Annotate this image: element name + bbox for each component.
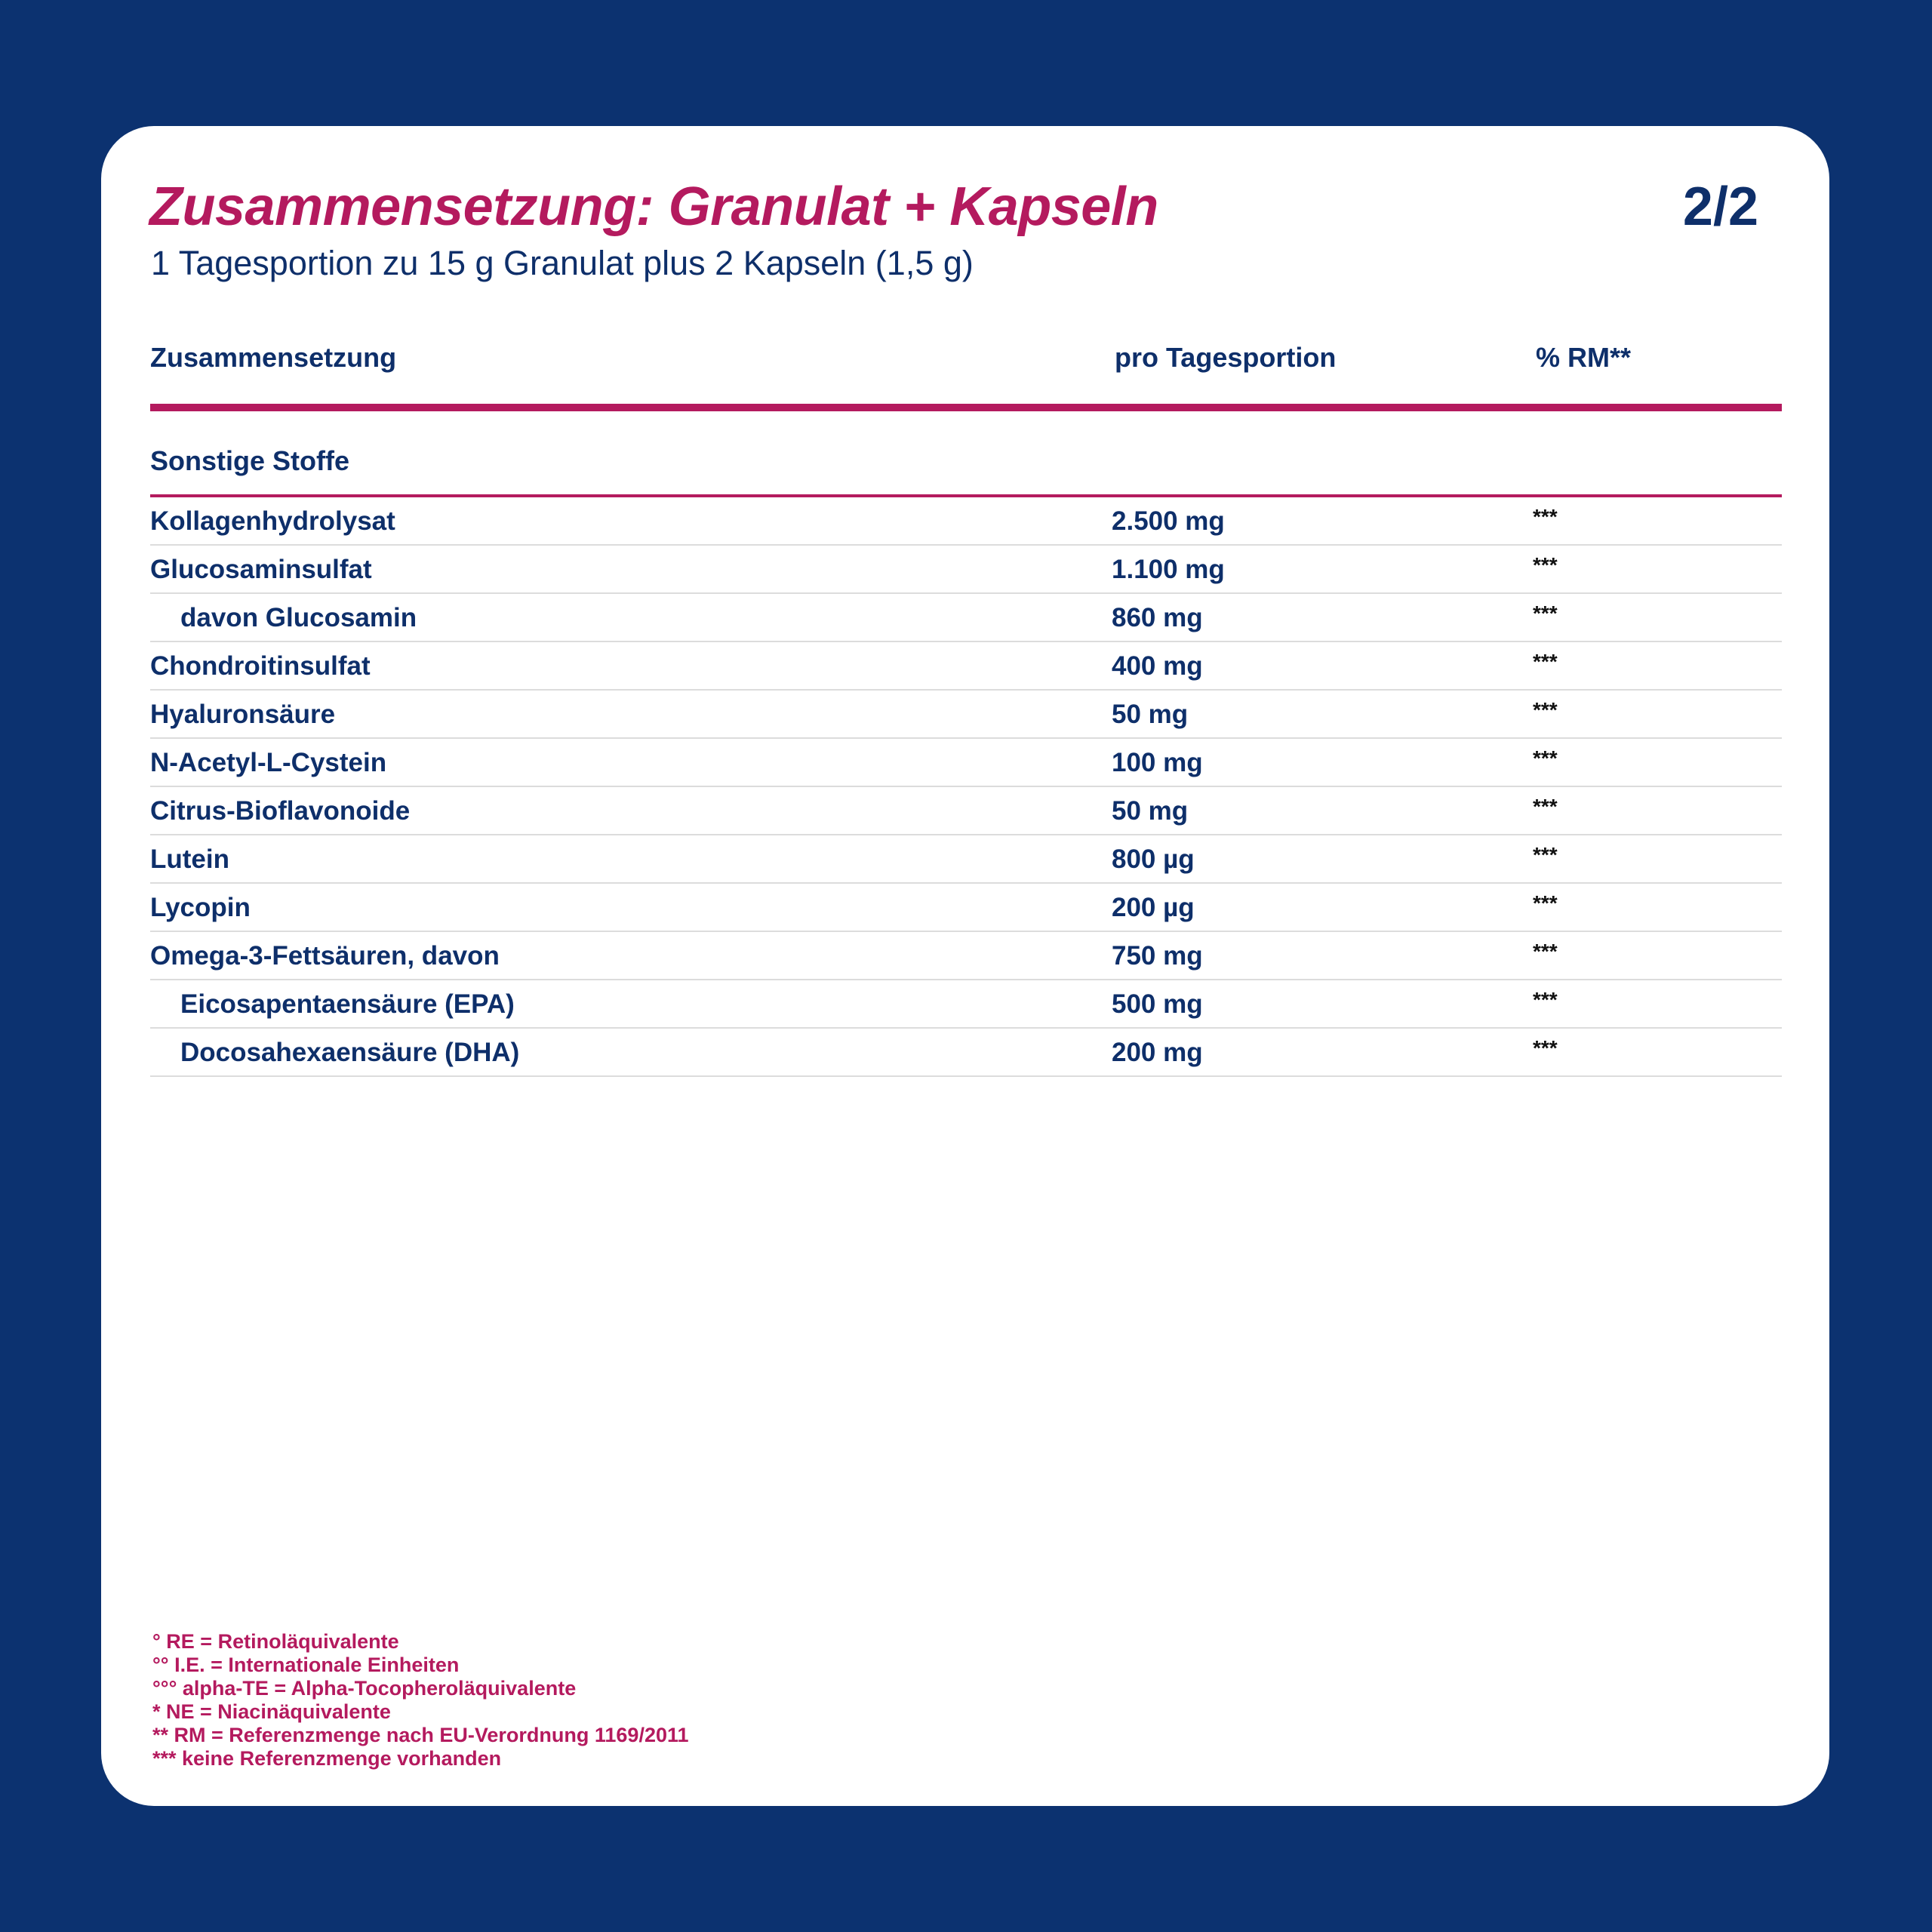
table-row bbox=[150, 980, 1782, 1029]
reference-amount-percent: *** bbox=[1533, 988, 1558, 1011]
amount-per-serving: 2.500 mg bbox=[1112, 506, 1225, 536]
column-header-rm: % RM** bbox=[1536, 342, 1632, 373]
table-row bbox=[150, 739, 1782, 787]
reference-amount-percent: *** bbox=[1533, 650, 1558, 673]
table-row bbox=[150, 932, 1782, 980]
ingredient-name: Lycopin bbox=[150, 893, 251, 922]
reference-amount-percent: *** bbox=[1533, 746, 1558, 770]
ingredient-name: Kollagenhydrolysat bbox=[150, 506, 395, 536]
footnote-line: ° RE = Retinoläquivalente bbox=[152, 1630, 399, 1653]
amount-per-serving: 750 mg bbox=[1112, 941, 1203, 971]
reference-amount-percent: *** bbox=[1533, 553, 1558, 577]
footnote-line: * NE = Niacinäquivalente bbox=[152, 1700, 391, 1723]
table-row bbox=[150, 594, 1782, 642]
reference-amount-percent: *** bbox=[1533, 698, 1558, 721]
reference-amount-percent: *** bbox=[1533, 505, 1558, 528]
reference-amount-percent: *** bbox=[1533, 795, 1558, 818]
ingredient-name: Glucosaminsulfat bbox=[150, 555, 372, 584]
ingredient-name: Docosahexaensäure (DHA) bbox=[180, 1038, 520, 1067]
table-row bbox=[150, 787, 1782, 835]
table-row bbox=[150, 497, 1782, 546]
amount-per-serving: 200 mg bbox=[1112, 1038, 1203, 1067]
ingredient-name: Chondroitinsulfat bbox=[150, 651, 371, 681]
page-indicator: 2/2 bbox=[1682, 177, 1758, 237]
reference-amount-percent: *** bbox=[1533, 891, 1558, 915]
table-body bbox=[150, 497, 1782, 1077]
amount-per-serving: 500 mg bbox=[1112, 989, 1203, 1019]
amount-per-serving: 400 mg bbox=[1112, 651, 1203, 681]
table-section-header bbox=[150, 411, 1782, 497]
amount-per-serving: 50 mg bbox=[1112, 700, 1189, 729]
column-header-amount: pro Tagesportion bbox=[1115, 342, 1337, 373]
reference-amount-percent: *** bbox=[1533, 843, 1558, 866]
amount-per-serving: 860 mg bbox=[1112, 603, 1203, 632]
amount-per-serving: 50 mg bbox=[1112, 796, 1189, 826]
table-row bbox=[150, 546, 1782, 594]
footnote-line: °°° alpha-TE = Alpha-Tocopheroläquivalente bbox=[152, 1677, 577, 1700]
footnote-line: °° I.E. = Internationale Einheiten bbox=[152, 1654, 460, 1676]
ingredient-name: Omega-3-Fettsäuren, davon bbox=[150, 941, 500, 971]
footnote-line: ** RM = Referenzmenge nach EU-Verordnung 1169/2011 bbox=[152, 1724, 689, 1746]
ingredient-name: N-Acetyl-L-Cystein bbox=[150, 748, 387, 777]
ingredient-name: Lutein bbox=[150, 844, 229, 874]
reference-amount-percent: *** bbox=[1533, 601, 1558, 625]
column-header-composition: Zusammensetzung bbox=[150, 342, 397, 373]
composition-card bbox=[101, 126, 1829, 1806]
ingredient-name: Eicosapentaensäure (EPA) bbox=[180, 989, 515, 1019]
ingredient-name: davon Glucosamin bbox=[180, 603, 417, 632]
reference-amount-percent: *** bbox=[1533, 1036, 1558, 1060]
table-header bbox=[150, 337, 1782, 411]
footnote-line: *** keine Referenzmenge vorhanden bbox=[152, 1747, 502, 1770]
table-row bbox=[150, 835, 1782, 884]
ingredient-name: Citrus-Bioflavonoide bbox=[150, 796, 411, 826]
table-row bbox=[150, 884, 1782, 932]
amount-per-serving: 100 mg bbox=[1112, 748, 1203, 777]
table-row bbox=[150, 1029, 1782, 1077]
section-label: Sonstige Stoffe bbox=[150, 445, 350, 476]
page-title: Zusammensetzung: Granulat + Kapseln bbox=[149, 177, 1158, 237]
ingredient-name: Hyaluronsäure bbox=[150, 700, 336, 729]
footnotes bbox=[152, 1630, 689, 1770]
table-row bbox=[150, 691, 1782, 739]
amount-per-serving: 800 µg bbox=[1112, 844, 1195, 874]
table-row bbox=[150, 642, 1782, 691]
reference-amount-percent: *** bbox=[1533, 940, 1558, 963]
amount-per-serving: 200 µg bbox=[1112, 893, 1195, 922]
composition-table bbox=[150, 337, 1782, 1077]
amount-per-serving: 1.100 mg bbox=[1112, 555, 1225, 584]
page-subtitle: 1 Tagesportion zu 15 g Granulat plus 2 Kapseln (1,5 g) bbox=[151, 244, 974, 282]
